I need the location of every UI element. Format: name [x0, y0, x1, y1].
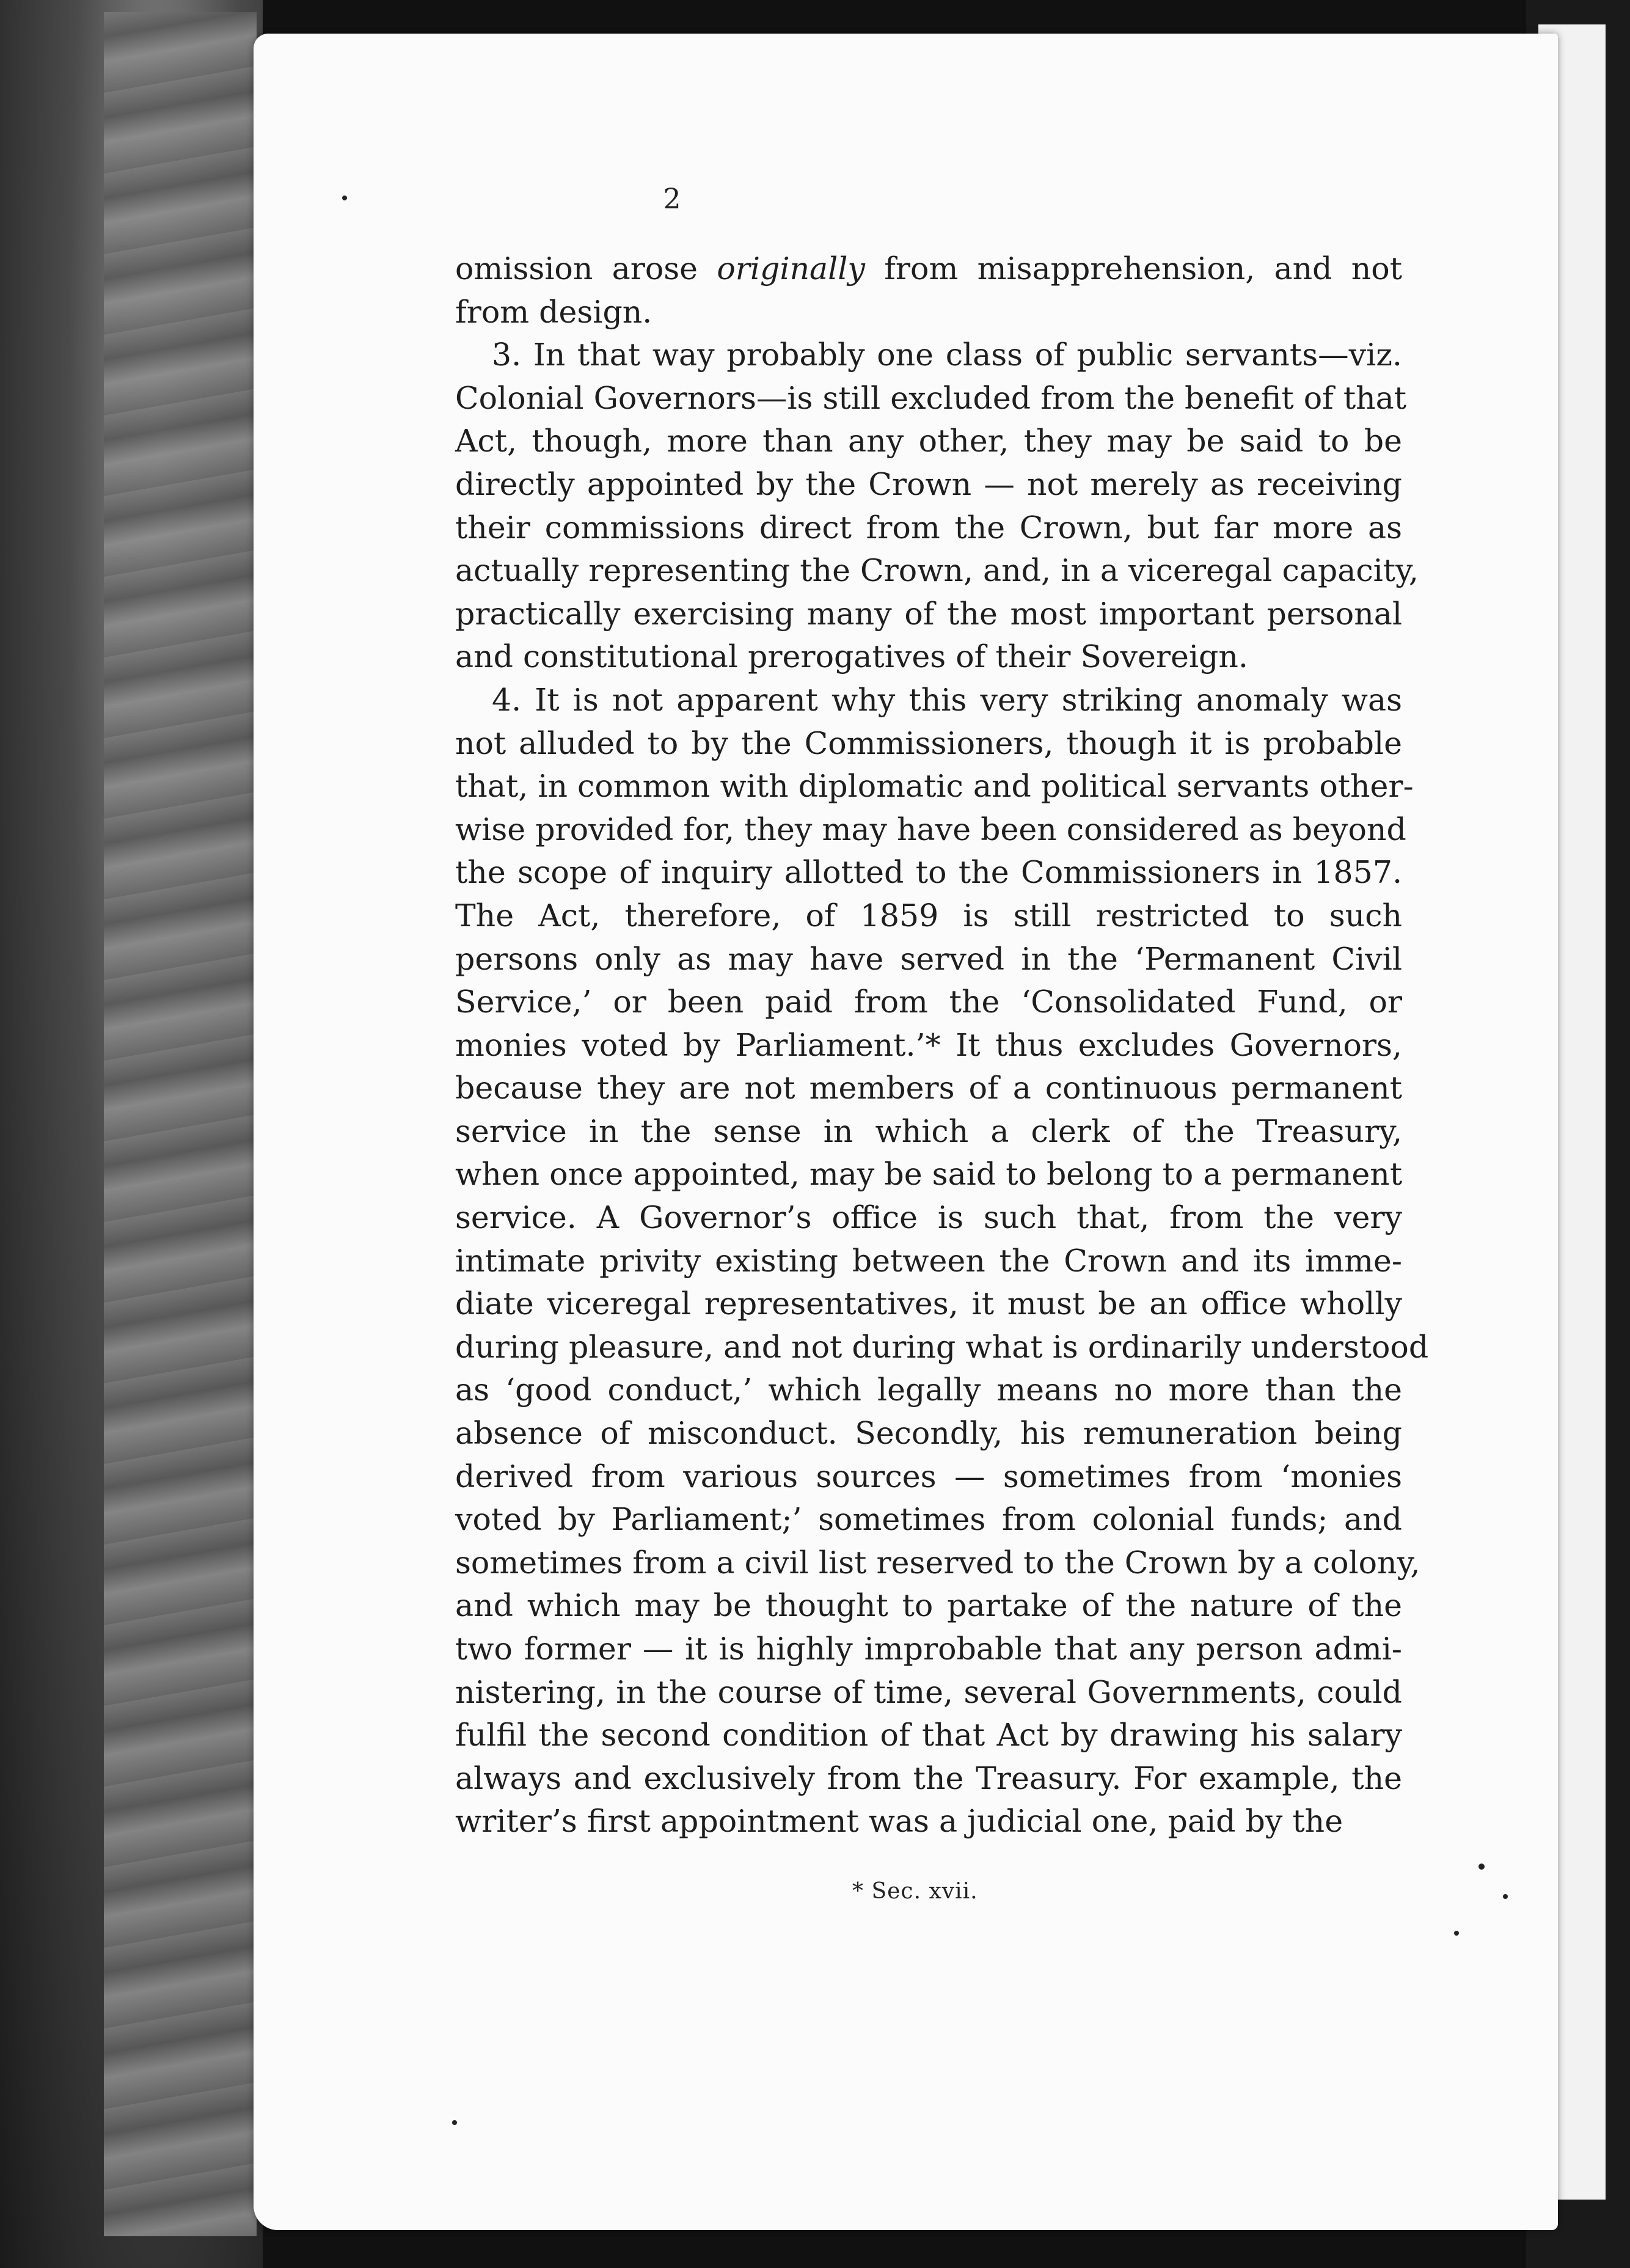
- text-line: that, in common with diplomatic and political servants other-: [455, 768, 1414, 805]
- paragraph: [455, 247, 1402, 334]
- scan-speck: [342, 196, 347, 200]
- text-line: always and exclusively from the Treasury. For example, the: [455, 1760, 1402, 1796]
- text-line: their commissions direct from the Crown, but far more as: [455, 509, 1402, 546]
- text-line: nistering, in the course of time, several Governments, could: [455, 1674, 1402, 1710]
- text-line: monies voted by Parliament.’* It thus excludes Governors,: [455, 1026, 1402, 1063]
- text-line: 3. In that way probably one class of public servants—viz.: [492, 337, 1402, 373]
- text-line: wise provided for, they may have been considered as beyond: [455, 811, 1406, 847]
- text-line: and constitutional prerogatives of their Sovereign.: [455, 638, 1248, 675]
- page-body-text: [455, 247, 1429, 1843]
- text-line: omission arose originally from misapprehension, and not: [455, 251, 1402, 287]
- scan-speck: [1503, 1894, 1508, 1899]
- scan-speck: [452, 2120, 457, 2125]
- text-line: and which may be thought to partake of the nature of the: [455, 1587, 1402, 1624]
- book-binding: [0, 0, 263, 2268]
- text-line: practically exercising many of the most important personal: [455, 595, 1402, 632]
- page-number: 2: [663, 182, 681, 215]
- text-line: Act, though, more than any other, they may be said to be: [455, 423, 1402, 459]
- text-line: Colonial Governors—is still excluded from the benefit of that: [455, 379, 1407, 416]
- footnote: * Sec. xvii.: [852, 1879, 978, 1904]
- text-line: Service,’ or been paid from the ‘Consolidated Fund, or: [455, 984, 1402, 1020]
- text-line: intimate privity existing between the Crown and its imme-: [455, 1242, 1402, 1279]
- text-line: The Act, therefore, of 1859 is still restricted to such: [455, 897, 1402, 934]
- text-line: because they are not members of a continuous permanent: [455, 1070, 1402, 1107]
- text-line: sometimes from a civil list reserved to the Crown by a colony,: [455, 1544, 1420, 1581]
- text-line: voted by Parliament;’ sometimes from colonial funds; and: [455, 1501, 1402, 1538]
- text-line: not alluded to by the Commissioners, though it is probable: [455, 725, 1402, 761]
- text-line: the scope of inquiry allotted to the Commissioners in 1857.: [455, 854, 1402, 891]
- binding-texture: [104, 12, 257, 2236]
- text-line: service. A Governor’s office is such that, from the very: [455, 1199, 1402, 1236]
- text-line: directly appointed by the Crown — not merely as receiving: [455, 466, 1402, 502]
- text-line: actually representing the Crown, and, in a viceregal capacity,: [455, 552, 1419, 589]
- scan-speck: [1478, 1864, 1485, 1870]
- text-line: fulfil the second condition of that Act by drawing his salary: [455, 1717, 1402, 1754]
- paragraph: [455, 334, 1419, 679]
- text-line: 4. It is not apparent why this very striking anomaly was: [492, 681, 1402, 718]
- text-line: two former — it is highly improbable that any person admi-: [455, 1631, 1402, 1667]
- paragraph: [455, 679, 1429, 1843]
- text-line: service in the sense in which a clerk of the Treasury,: [455, 1113, 1402, 1149]
- text-line: absence of misconduct. Secondly, his remuneration being: [455, 1415, 1402, 1452]
- text-line: as ‘good conduct,’ which legally means no more than the: [455, 1372, 1402, 1408]
- text-line: during pleasure, and not during what is ordinarily understood: [455, 1328, 1429, 1365]
- text-line: diate viceregal representatives, it must be an office wholly: [455, 1286, 1402, 1322]
- text-line: writer’s first appointment was a judicial one, paid by the: [455, 1803, 1343, 1840]
- text-line: derived from various sources — sometimes from ‘monies: [455, 1458, 1402, 1494]
- text-line: from design.: [455, 293, 652, 330]
- text-line: when once appointed, may be said to belong to a permanent: [455, 1156, 1403, 1193]
- text-line: persons only as may have served in the ‘Permanent Civil: [455, 940, 1402, 977]
- scan-speck: [1454, 1931, 1459, 1936]
